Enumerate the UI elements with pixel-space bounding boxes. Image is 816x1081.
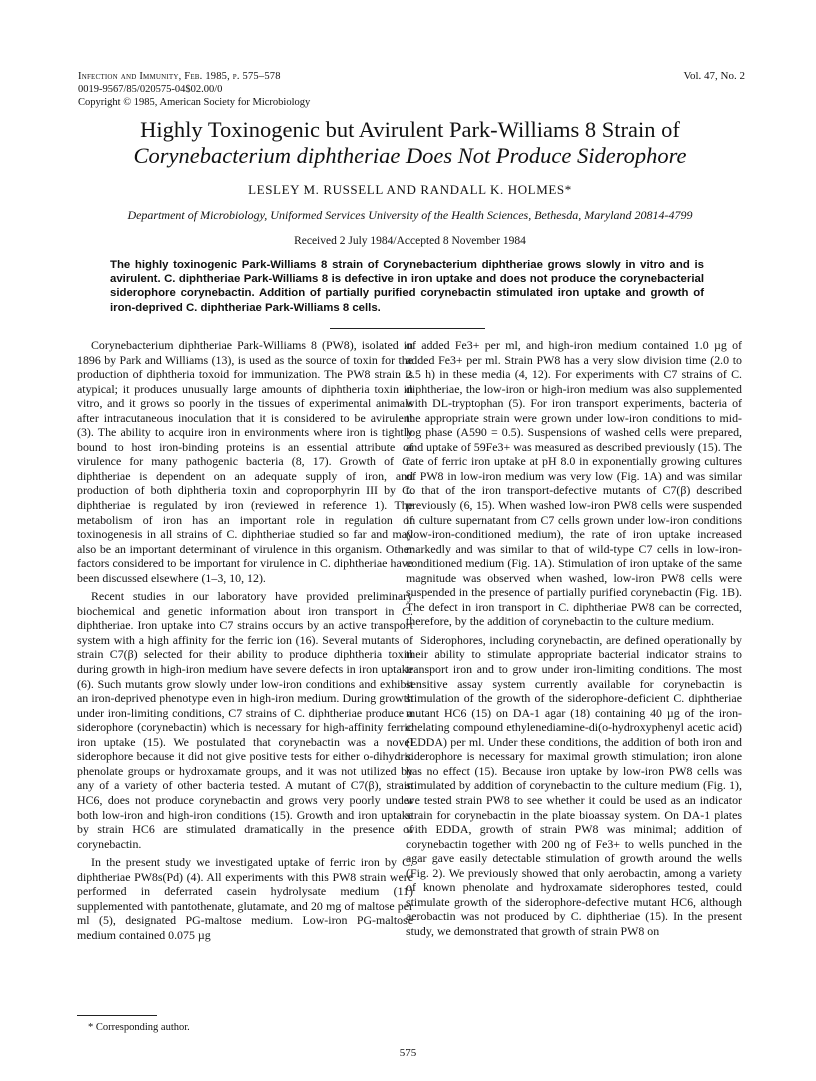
body-paragraph: of added Fe3+ per ml, and high-iron medium contained 1.0 µg of added Fe3+ per ml. Strain PW8 has a very slow division time (2.0 to 2.5 h) in these media (4, 12). For experiments with C7 strains of C. diphtheriae, the low-iron or high-iron medium was also supplemented with DL-tryptophan (5). For iron transport experiments, bacteria of the appropriate strain were grown under low-iron conditions to mid-log phase (A590 = 0.5). Suspensions of washed cells were prepared, and uptake of 59Fe3+ was measured as described previously (15). The rate of ferric iron uptake at pH 8.0 in exponentially growing cultures of PW8 in low-iron medium was very low (Fig. 1A) and was similar to that of the iron transport-defective mutants of C7(β) described previously (6, 15). When washed low-iron PW8 cells were suspended in culture supernatant from C7 cells grown under low-iron conditions (low-iron-conditioned medium), the rate of iron uptake increased markedly and was similar to that of wild-type C7 cells in low-iron-conditioned medium (Fig. 1A). Stimulation of iron uptake of the same magnitude was observed when washed, low-iron PW8 cells were suspended in the presence of partially purified corynebactin (Fig. 1B). The defect in iron transport in C. diphtheriae PW8 can be corrected, therefore, by the addition of corynebactin to the culture medium. bbox=[406, 338, 742, 629]
footnote-divider bbox=[77, 1015, 157, 1016]
abstract: The highly toxinogenic Park-Williams 8 strain of Corynebacterium diphtheriae grows slowly in vitro and is avirulent. C. diphtheriae Park-Williams 8 is defective in iron uptake and does not produce the corynebacterial siderophore corynebactin. Addition of partially purified corynebactin stimulated iron uptake and growth of iron-deprived C. diphtheriae Park-Williams 8 cells. bbox=[110, 259, 704, 314]
copyright-line: Copyright © 1985, American Society for Microbiology bbox=[78, 97, 311, 108]
right-column bbox=[406, 338, 742, 938]
author-list: LESLEY M. RUSSELL AND RANDALL K. HOLMES* bbox=[248, 182, 572, 197]
footnote: * Corresponding author. bbox=[88, 1022, 190, 1033]
page-number: 575 bbox=[399, 1047, 417, 1059]
title-line-2: Corynebacterium diphtheriae Does Not Produce Siderophore bbox=[133, 143, 687, 168]
abstract-divider bbox=[330, 328, 485, 329]
journal-header bbox=[78, 70, 310, 109]
body-paragraph: In the present study we investigated uptake of ferric iron by C. diphtheriae PW8s(Pd) (4). All experiments with this PW8 strain were performed in deferrated casein hydrolysate medium (11) supplemented with pantothenate, glutamate, and 20 mg of maltose per ml (5), designated PG-maltose medium. Low-iron PG-maltose medium contained 0.075 µg bbox=[77, 855, 413, 942]
left-column bbox=[77, 338, 413, 942]
volume-label: Vol. 47, No. 2 bbox=[683, 70, 745, 82]
body-paragraph: Corynebacterium diphtheriae Park-Williams 8 (PW8), isolated in 1896 by Park and Williams (13), is used as the source of toxin for the production of diphtheria toxoid for immunization. The PW8 strain is atypical; it produces unusually large amounts of diphtheria toxin in vitro, and it grows so poorly in the tissues of experimental animals after intracutaneous inoculation that it is considered to be avirulent (3). The ability to acquire iron in environments where iron is tightly bound to host iron-binding proteins is an essential attribute of virulence for many pathogenic bacteria (8, 17). Growth of C. diphtheriae is dependent on an adequate supply of iron, and production of both diphtheria toxin and coproporphyrin III by C. diphtheriae is regulated by iron (reviewed in reference 1). The metabolism of iron has an important role in regulation of toxinogenesis in all strains of C. diphtheriae studied so far and may also be an important determinant of virulence in this organism. Other factors considered to be important for virulence in C. diphtheriae have been discussed elsewhere (1–3, 10, 12). bbox=[77, 338, 413, 585]
body-paragraph: Siderophores, including corynebactin, are defined operationally by their ability to stimulate appropriate bacterial indicator strains to transport iron and to grow under iron-limiting conditions. The most sensitive assay system currently available for corynebactin is stimulation of the growth of the siderophore-deficient C. diphtheriae mutant HC6 (15) on DA-1 agar (18) containing 40 µg of the iron-chelating compound ethylenediamine-di(o-hydroxyphenyl acetic acid) (EDDA) per ml. Under these conditions, the addition of both iron and siderophore is necessary for maximal growth stimulation; iron alone has no effect (15). Because iron uptake by low-iron PW8 cells was stimulated by addition of corynebactin to the culture medium (Fig. 1), we tested strain PW8 to see whether it could be used as an indicator strain for corynebactin in the plate bioassay system. On DA-1 plates with EDDA, growth of strain PW8 was minimal; addition of corynebactin together with 200 ng of Fe3+ to wells punched in the agar gave easily detectable stimulation of growth around the wells (Fig. 2). We previously showed that only aerobactin, among a variety of known phenolate and hydroxamate siderophores tested, could stimulate growth of the siderophore-defective mutant HC6, although aerobactin was not produced by C. diphtheriae (15). In the present study, we demonstrated that growth of strain PW8 on bbox=[406, 632, 742, 938]
title-line-1: Highly Toxinogenic but Avirulent Park-Williams 8 Strain of bbox=[140, 117, 680, 142]
journal-citation: Infection and Immunity, Feb. 1985, p. 575–578 bbox=[78, 71, 281, 82]
body-paragraph: Recent studies in our laboratory have provided preliminary biochemical and genetic information about iron transport in C. diphtheriae. Iron uptake into C7 strains occurs by an active transport system with a high affinity for the ferric ion (16). Several mutants of strain C7(β) selected for their ability to produce diphtheria toxin during growth in high-iron medium have severe defects in iron uptake (6). Such mutants grow slowly under low-iron conditions and exhibit an iron-deprived phenotype even in high-iron medium. During growth under iron-limiting conditions, C7 strains of C. diphtheriae produce a siderophore (corynebactin) which is necessary for high-affinity ferric iron uptake (15). We postulated that corynebactin was a novel siderophore because it did not give positive tests for either o-dihydric phenolate groups or hydroxamate groups, and it was not utilized by any of a variety of other bacteria tested. A mutant of C7(β), strain HC6, does not produce corynebactin and grows very poorly under both low-iron and high-iron conditions (15). Growth and iron uptake by strain HC6 are stimulated dramatically in the presence of corynebactin. bbox=[77, 589, 413, 851]
article-title bbox=[60, 117, 760, 169]
received-dates: Received 2 July 1984/Accepted 8 November 1984 bbox=[294, 235, 526, 247]
affiliation: Department of Microbiology, Uniformed Services University of the Health Sciences, Bethesda, Maryland 20814-4799 bbox=[127, 208, 693, 222]
issn-line: 0019-9567/85/020575-04$02.00/0 bbox=[78, 84, 223, 95]
